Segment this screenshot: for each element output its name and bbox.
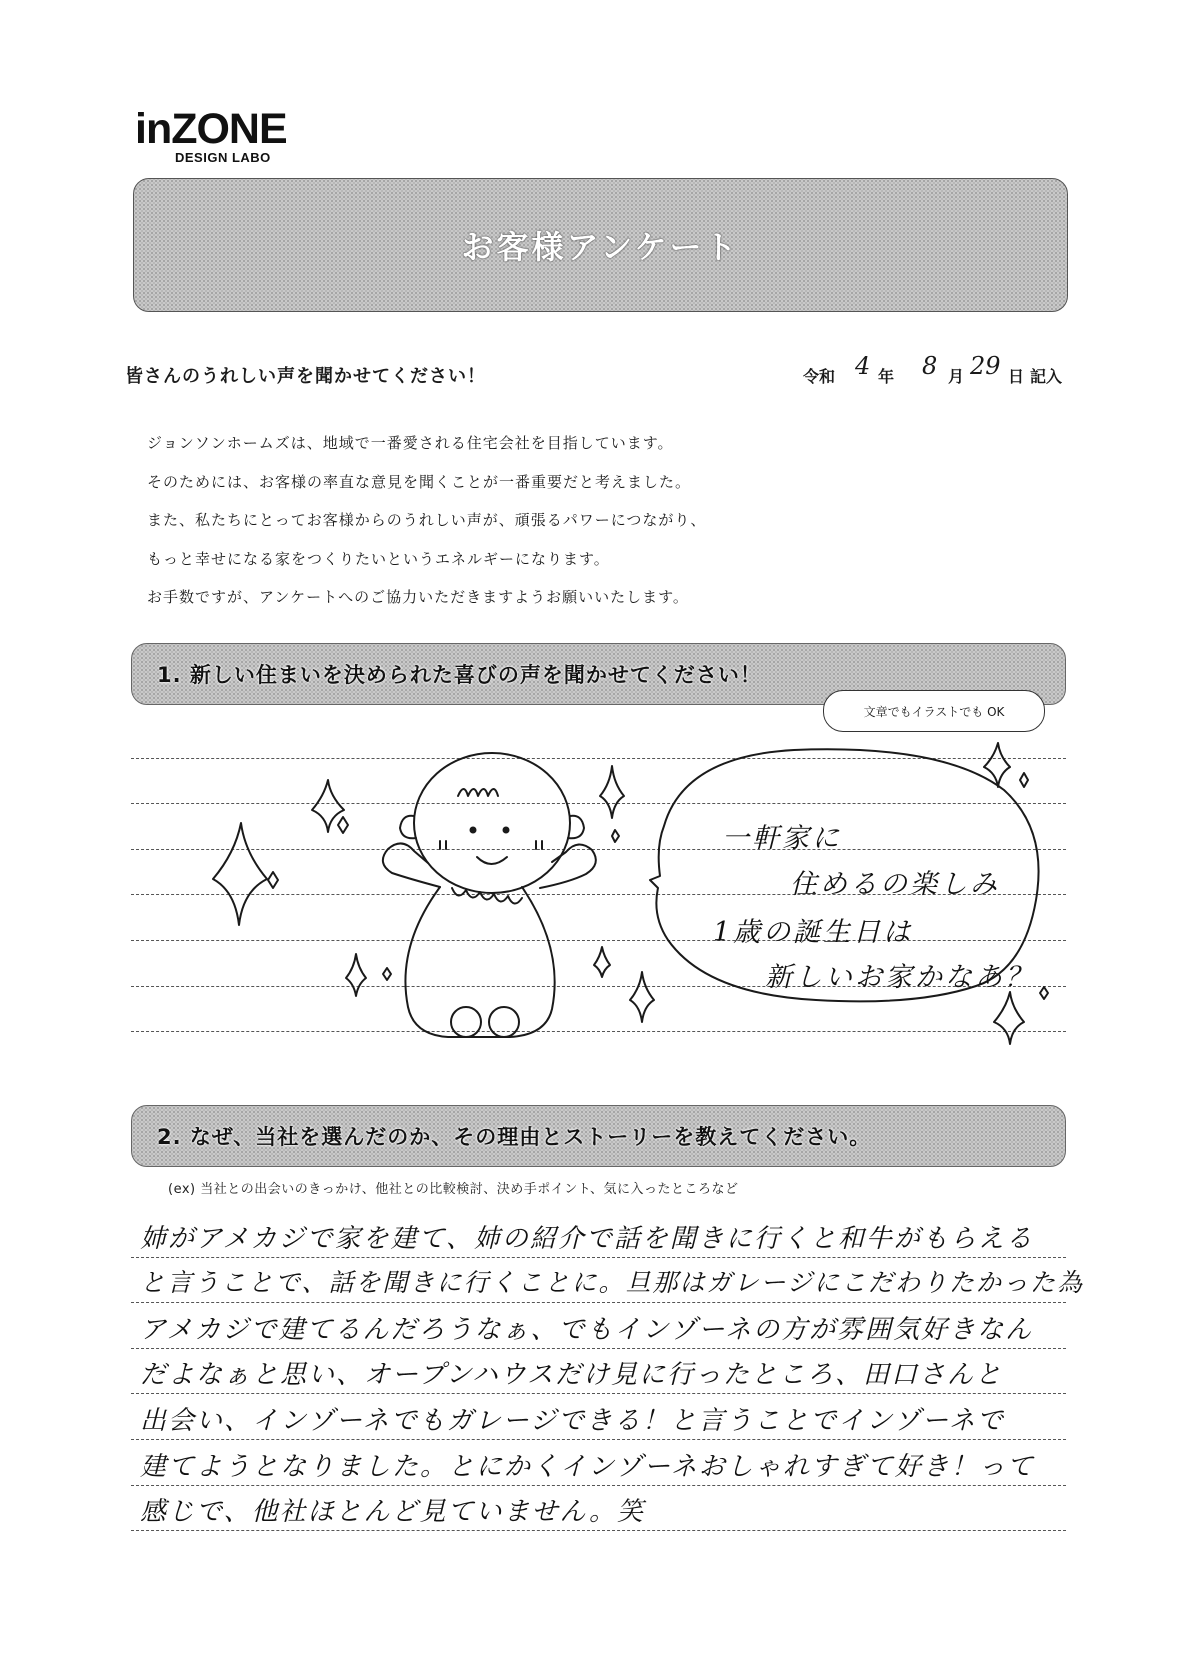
answer-text-line: 出会い、インゾーネでもガレージできる！と言うことでインゾーネで: [140, 1406, 1005, 1436]
question-2-note: (ex) 当社との出会いのきっかけ、他社との比較検討、決め手ポイント、気に入ったところなど: [168, 1182, 739, 1197]
date-month-label: 月: [948, 367, 965, 386]
answer-text-line: だよなぁと思い、オープンハウスだけ見に行ったところ、田口さんと: [140, 1360, 1004, 1390]
date-month: 8: [922, 352, 938, 380]
date-year-label: 年: [878, 367, 895, 386]
intro-line: ジョンソンホームズは、地域で一番愛される住宅会社を目指しています。: [147, 434, 674, 452]
answer-text-line: 感じで、他社ほとんど見ていません。笑: [140, 1497, 646, 1527]
logo-wordmark: inZONE: [135, 105, 287, 153]
answer-text-line: 建てようとなりました。とにかくインゾーネおしゃれすぎて好き！って: [140, 1452, 1035, 1482]
date-era: 令和: [803, 367, 836, 386]
question-2-header: [131, 1105, 1066, 1167]
bubble-line: 1歳の誕生日は: [713, 917, 914, 948]
bubble-line: 一軒家に: [722, 823, 842, 854]
answer-line: [131, 1348, 1066, 1349]
intro-line: もっと幸せになる家をつくりたいというエネルギーになります。: [147, 549, 610, 568]
answer-line: [131, 1257, 1066, 1258]
answer-line: [131, 1530, 1066, 1531]
bubble-line: 新しいお家かなあ？: [765, 962, 1035, 993]
bubble-line: 住めるの楽しみ: [790, 869, 1000, 900]
intro-line: そのためには、お客様の率直な意見を聞くことが一番重要だと考えました。: [147, 472, 692, 491]
question-1-note: 文章でもイラストでも OK: [823, 690, 1045, 732]
date-year: 4: [855, 352, 871, 380]
logo-tagline: DESIGN LABO: [175, 150, 271, 165]
answer-text-line: 姉がアメカジで家を建て、姉の紹介で話を聞きに行くと和牛がもらえる: [140, 1224, 1034, 1254]
baby-illustration: [383, 753, 596, 1037]
intro-line: また、私たちにとってお客様からのうれしい声が、頑張るパワーにつながり、: [147, 511, 707, 529]
answer-line: [131, 1439, 1066, 1440]
answer-text-line: と言うことで、話を聞きに行くことに。旦那はガレージにこだわりたかった為: [140, 1268, 1085, 1297]
question-1-title: 1. 新しい住まいを決められた喜びの声を聞かせてください！: [157, 663, 762, 687]
answer-text-line: アメカジで建てるんだろうなぁ、でもインゾーネの方が雰囲気好きなん: [140, 1315, 1034, 1345]
question-2-title: 2. なぜ、当社を選んだのか、その理由とストーリーを教えてください。: [157, 1125, 872, 1149]
intro-line: お手数ですが、アンケートへのご協力いただきますようお願いいたします。: [147, 588, 689, 606]
date-day: 29: [970, 352, 1001, 380]
date-day-label: 日: [1008, 367, 1025, 386]
date-suffix: 記入: [1030, 367, 1063, 386]
page-title: お客様アンケート: [461, 228, 740, 266]
answer-line: [131, 1485, 1066, 1486]
answer-line: [131, 1302, 1066, 1303]
subtitle: 皆さんのうれしい声を聞かせてください！: [125, 366, 486, 387]
answer-line: [131, 1393, 1066, 1394]
